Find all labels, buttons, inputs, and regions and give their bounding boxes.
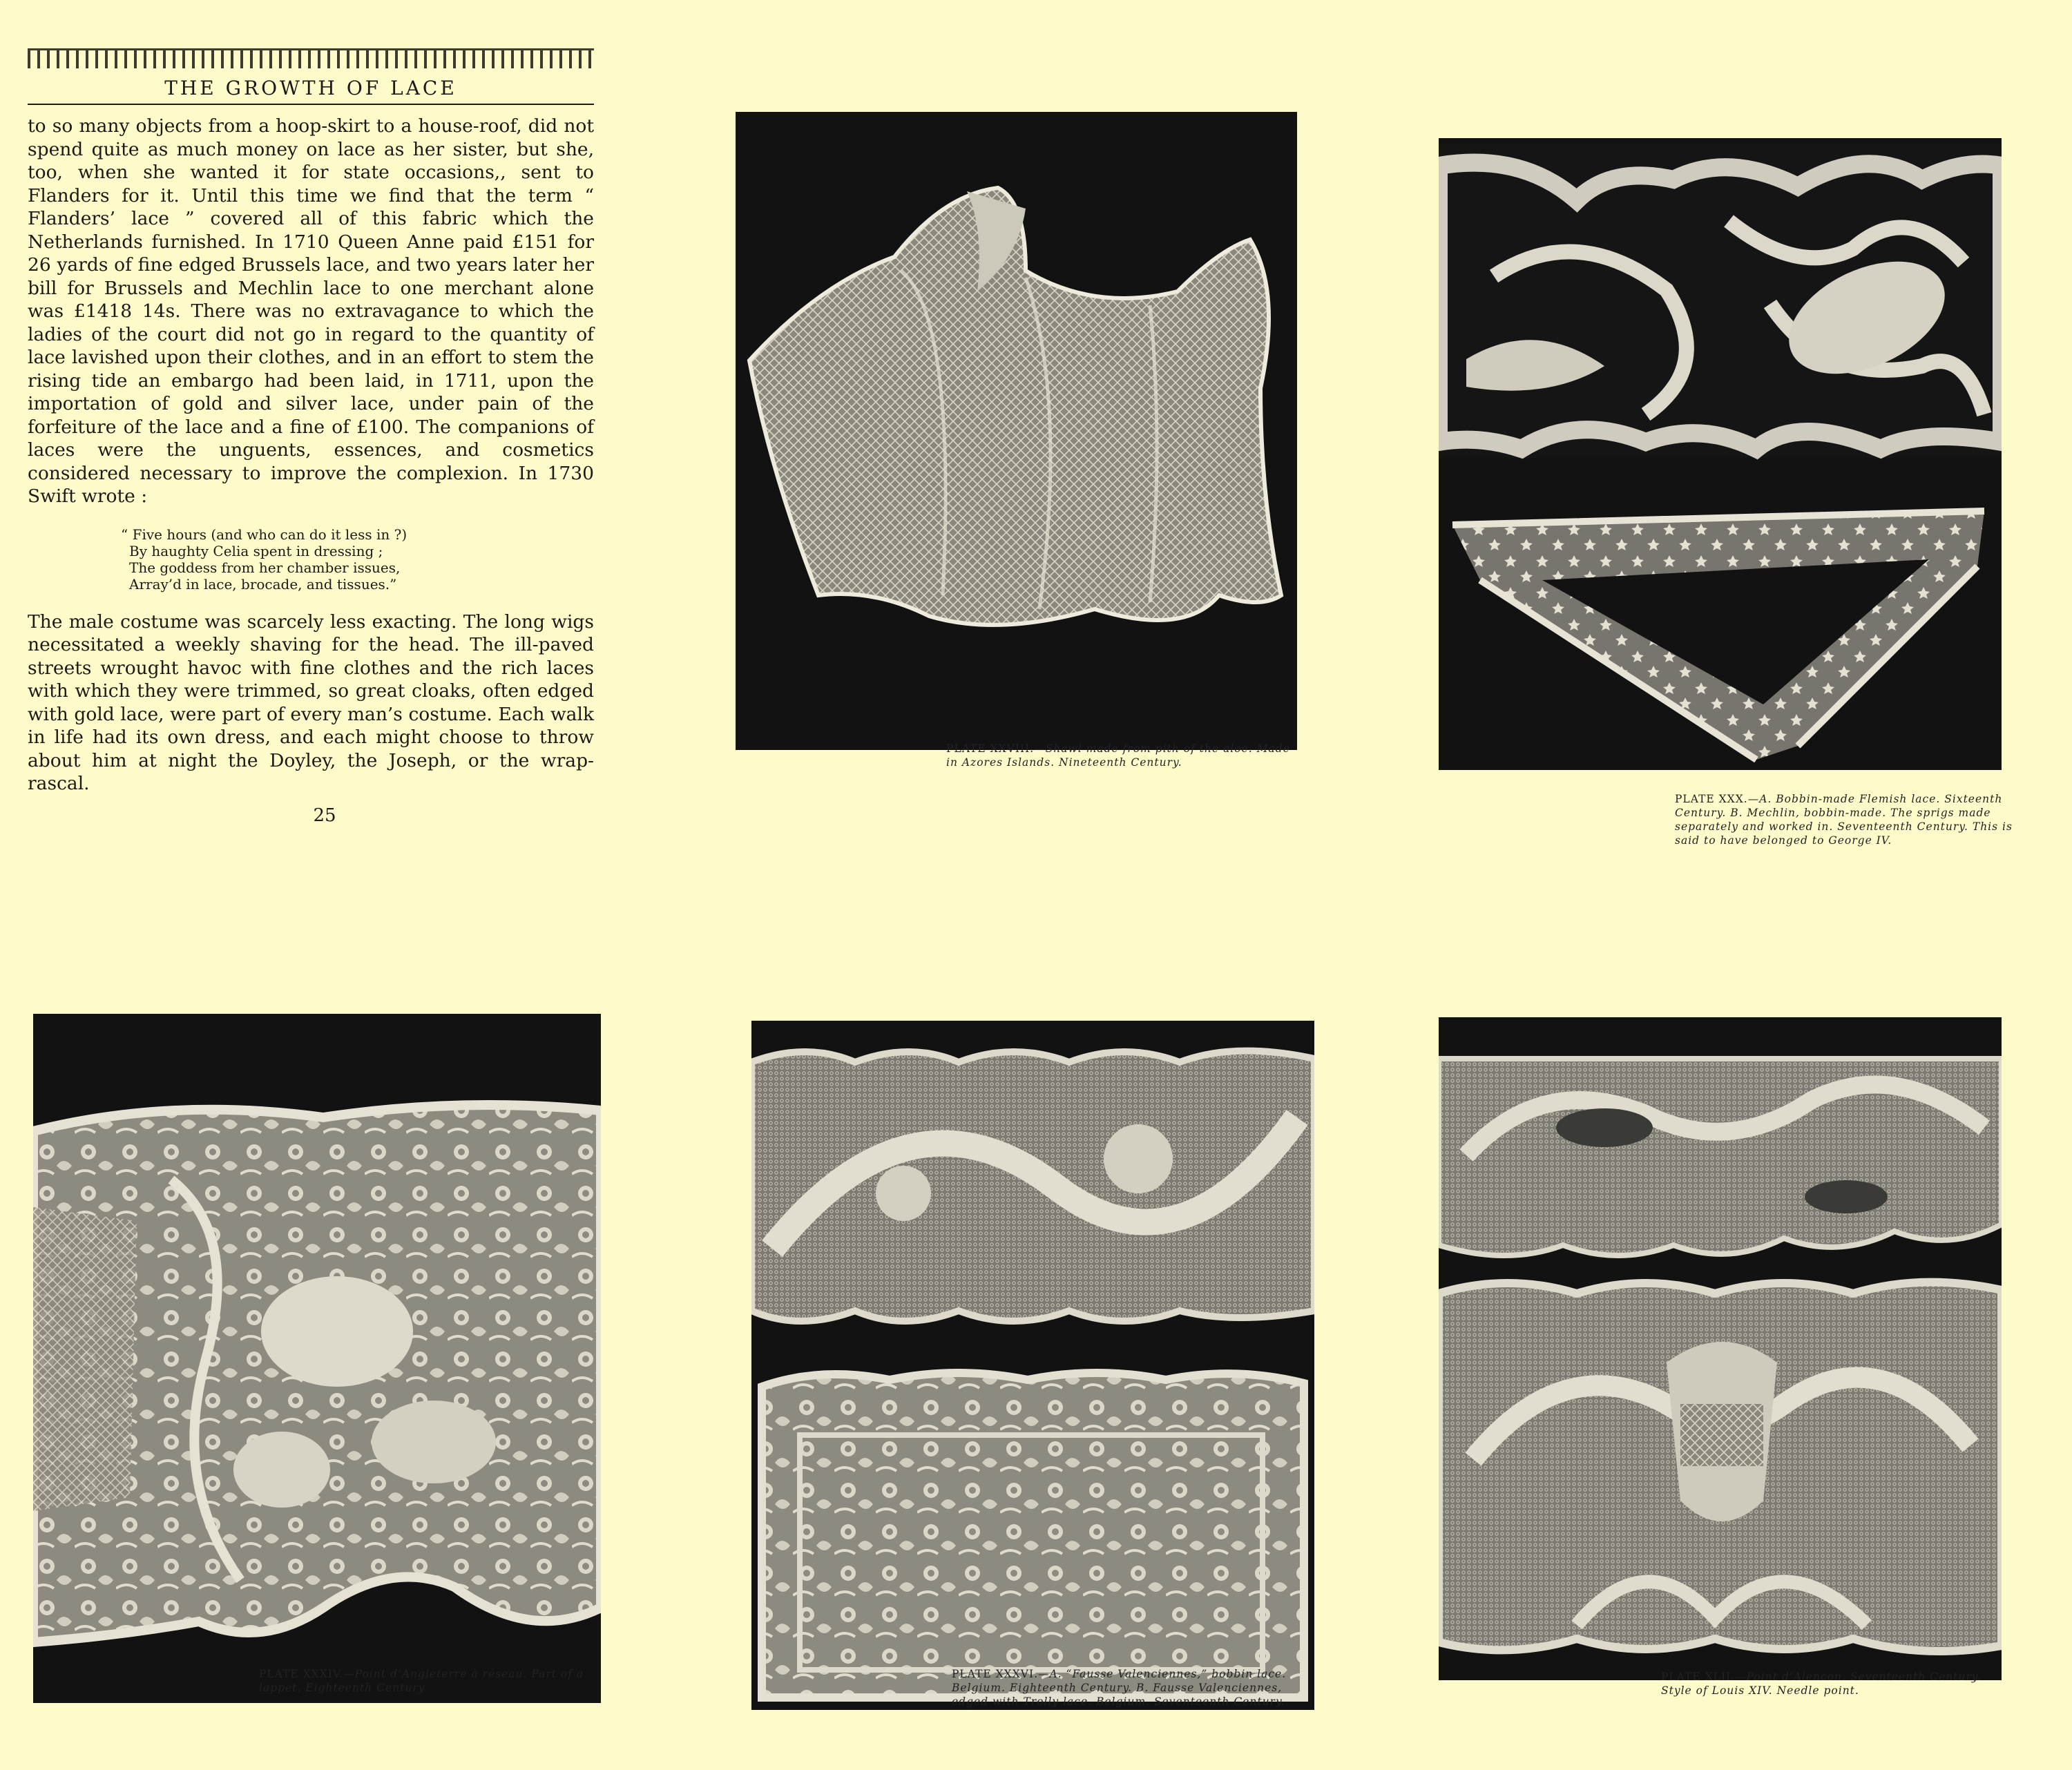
page-number: 25 [313,805,336,826]
plate-xxxvi-photo [751,1021,1314,1710]
plate-xxx-label: PLATE XXX. [1675,793,1748,805]
plate-xxviii-text: —Shawl made from pith of the aloe. Made in Azores Islands. Nineteenth Century. [946,742,1290,769]
paragraph-1: to so many objects from a hoop-skirt to a house-roof, did not spend quite as much money on lace as her sister, but she, too, when she wanted it for state occasions,, sent to Flanders for it. Until this time we find that the term “ Flanders’ lace ” covered all of this fabric which the Netherlands furnished. In 1710 Queen Anne paid £151 for 26 yards of fine edged Brussels lace, and two years later her bill for Brussels and Mechlin lace to one merchant alone was £1418 14s. There was no extravagance to which the ladies of the court did not go in regard to the quantity of lace lavished upon their clothes, and in an effort to stem the rising tide an embargo had been laid, in 1711, upon the importation of gold and silver lace, under pain of the forfeiture of the lace and a fine of £100. The companions of laces were the unguents, essences, and cosmetics considered necessary to improve the complexion. In 1730 Swift wrote : [28,115,594,507]
plate-xxxiv-photo [33,1014,601,1703]
plate-xxxvi-label: PLATE XXXVI. [952,1668,1038,1680]
verse-line: By haughty Celia spent in dressing ; [129,542,383,559]
plate-xxxvi-caption [952,1667,1311,1709]
plate-xlii-caption [1661,1670,2006,1697]
plate-xlii-label: PLATE XLII. [1661,1671,1736,1683]
ornament-rule [28,48,594,68]
plate-xxxvi-text: —A. “Fausse Valenciennes,” bobbin lace. Belgium. Eighteenth Century. B. Fausse Valenciennes, edged with Trolly lace. Belgium. Seventeenth Century. [952,1668,1287,1708]
plate-xxx-caption [1675,792,2020,847]
running-head: THE GROWTH OF LACE [28,77,594,105]
paragraph-2: The male costume was scarcely less exacting. The long wigs necessitated a weekly shaving for the head. The ill-paved streets wrought havoc with fine clothes and the rich laces with which they were trimmed, so great cloaks, often edged with gold lace, were part of every man’s costume. Each walk in life had its own dress, and each might choose to throw about him at night the Doyley, the Joseph, or the wrap-rascal. [28,610,594,794]
plate-xlii-text: —Point d’Alencon. Seventeenth Century. Style of Louis XIV. Needle point. [1661,1671,1982,1697]
plate-xlii-photo [1439,1017,2002,1680]
verse-quote [121,526,594,593]
plate-xxx-text: —A. Bobbin-made Flemish lace. Sixteenth Century. B. Mechlin, bobbin-made. The sprigs made separately and worked in. Seventeenth Century. This is said to have belonged to George IV. [1675,793,2013,847]
plate-xxxiv-label: PLATE XXXIV. [259,1668,344,1680]
verse-line: Array’d in lace, brocade, and tissues.” [129,575,397,593]
plate-xxx-photo [1439,138,2002,770]
verse-line: “ Five hours (and who can do it less in ?) [121,526,407,543]
plate-xxviii-caption [946,742,1298,769]
plate-xxviii-label: PLATE XXVIII. [946,742,1035,755]
text-page [28,48,594,826]
plate-xxviii-photo [736,112,1297,750]
plate-xxxiv-caption [259,1667,618,1695]
plate-xxxiv-text: —Point d’Angleterre à réseau. Part of a lappet. Eighteenth Century. [259,1668,584,1694]
verse-line: The goddess from her chamber issues, [129,559,401,576]
